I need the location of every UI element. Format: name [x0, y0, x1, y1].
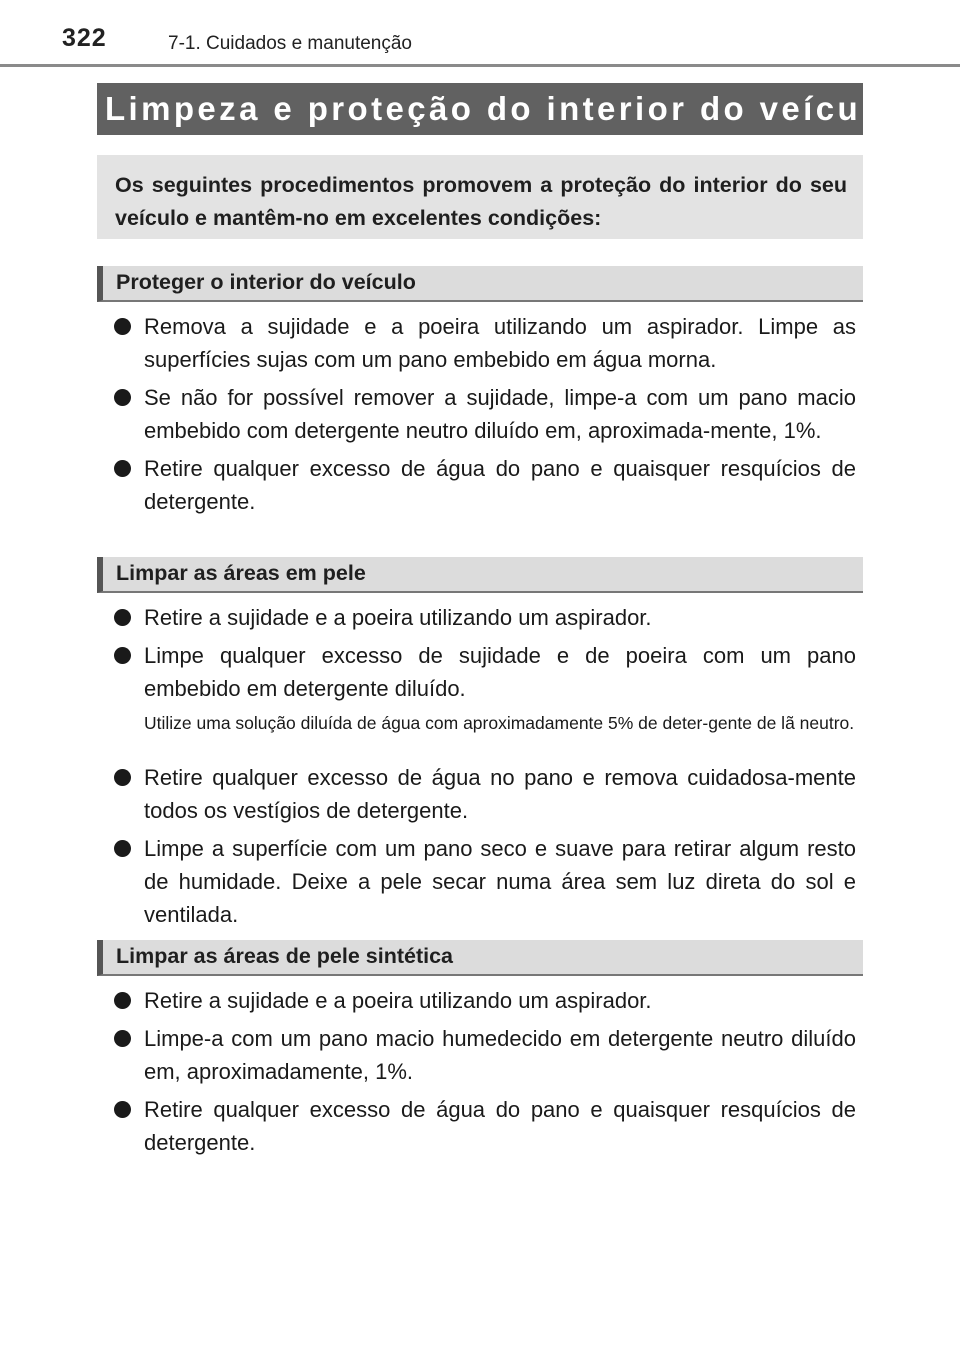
bullet-icon [114, 647, 131, 664]
page-header [0, 0, 960, 70]
bullet-icon [114, 389, 131, 406]
bullet-icon [114, 840, 131, 857]
section-reference: 7-1. Cuidados e manutenção [168, 33, 412, 54]
list-item-text: Retire qualquer excesso de água no pano e remova cuidadosa-mente todos os vestígios de detergente. [144, 765, 856, 823]
page-title: Limpeza e proteção do interior do veículo [105, 90, 898, 127]
bullet-list-leather [114, 601, 856, 710]
page-number: 322 [62, 24, 107, 52]
bullet-list-protect-interior [114, 310, 856, 523]
section-heading-synthetic-leather [97, 940, 863, 976]
section-heading-text: Proteger o interior do veículo [116, 270, 416, 294]
bullet-icon [114, 1030, 131, 1047]
list-item [114, 761, 856, 827]
list-item-text: Remova a sujidade e a poeira utilizando um aspirador. Limpe as superfícies sujas com um pano embebido em água morna. [144, 314, 856, 372]
list-item [114, 1022, 856, 1088]
bullet-icon [114, 1101, 131, 1118]
section-heading-text: Limpar as áreas de pele sintética [116, 944, 453, 968]
list-item [114, 639, 856, 705]
bullet-list-synthetic-leather [114, 984, 856, 1164]
list-item-text: Limpe a superfície com um pano seco e suave para retirar algum resto de humidade. Deixe a pele secar numa área sem luz direta do sol e ventilada. [144, 836, 856, 927]
section-heading-protect-interior [97, 266, 863, 302]
intro-box [97, 155, 863, 239]
list-item-text: Retire qualquer excesso de água do pano e quaisquer resquícios de detergente. [144, 456, 856, 514]
bullet-list-leather-continued [114, 761, 856, 936]
list-item [114, 310, 856, 376]
intro-text: Os seguintes procedimentos promovem a proteção do interior do seu veículo e mantêm-no em excelentes condições: [115, 173, 847, 230]
section-heading-leather [97, 557, 863, 593]
list-item [114, 832, 856, 931]
list-item [114, 381, 856, 447]
list-item-text: Retire a sujidade e a poeira utilizando um aspirador. [144, 988, 652, 1013]
list-item [114, 601, 856, 634]
list-item-text: Limpe qualquer excesso de sujidade e de poeira com um pano embebido em detergente diluído. [144, 643, 856, 701]
page-title-bar [97, 83, 898, 135]
bullet-icon [114, 460, 131, 477]
list-item-text: Retire a sujidade e a poeira utilizando um aspirador. [144, 605, 652, 630]
list-item [114, 984, 856, 1017]
bullet-icon [114, 992, 131, 1009]
list-item-text: Se não for possível remover a sujidade, limpe-a com um pano macio embebido com detergente neutro diluído em, aproximada-mente, 1%. [144, 385, 856, 443]
bullet-icon [114, 318, 131, 335]
bullet-icon [114, 769, 131, 786]
list-item-text: Limpe-a com um pano macio humedecido em detergente neutro diluído em, aproximadamente, 1%. [144, 1026, 856, 1084]
header-divider [0, 64, 960, 67]
list-item [114, 1093, 856, 1159]
list-item [114, 452, 856, 518]
bullet-icon [114, 609, 131, 626]
section-heading-text: Limpar as áreas em pele [116, 561, 366, 585]
note-text: Utilize uma solução diluída de água com aproximadamente 5% de deter-gente de lã neutro. [144, 713, 855, 733]
list-item-text: Retire qualquer excesso de água do pano e quaisquer resquícios de detergente. [144, 1097, 856, 1155]
